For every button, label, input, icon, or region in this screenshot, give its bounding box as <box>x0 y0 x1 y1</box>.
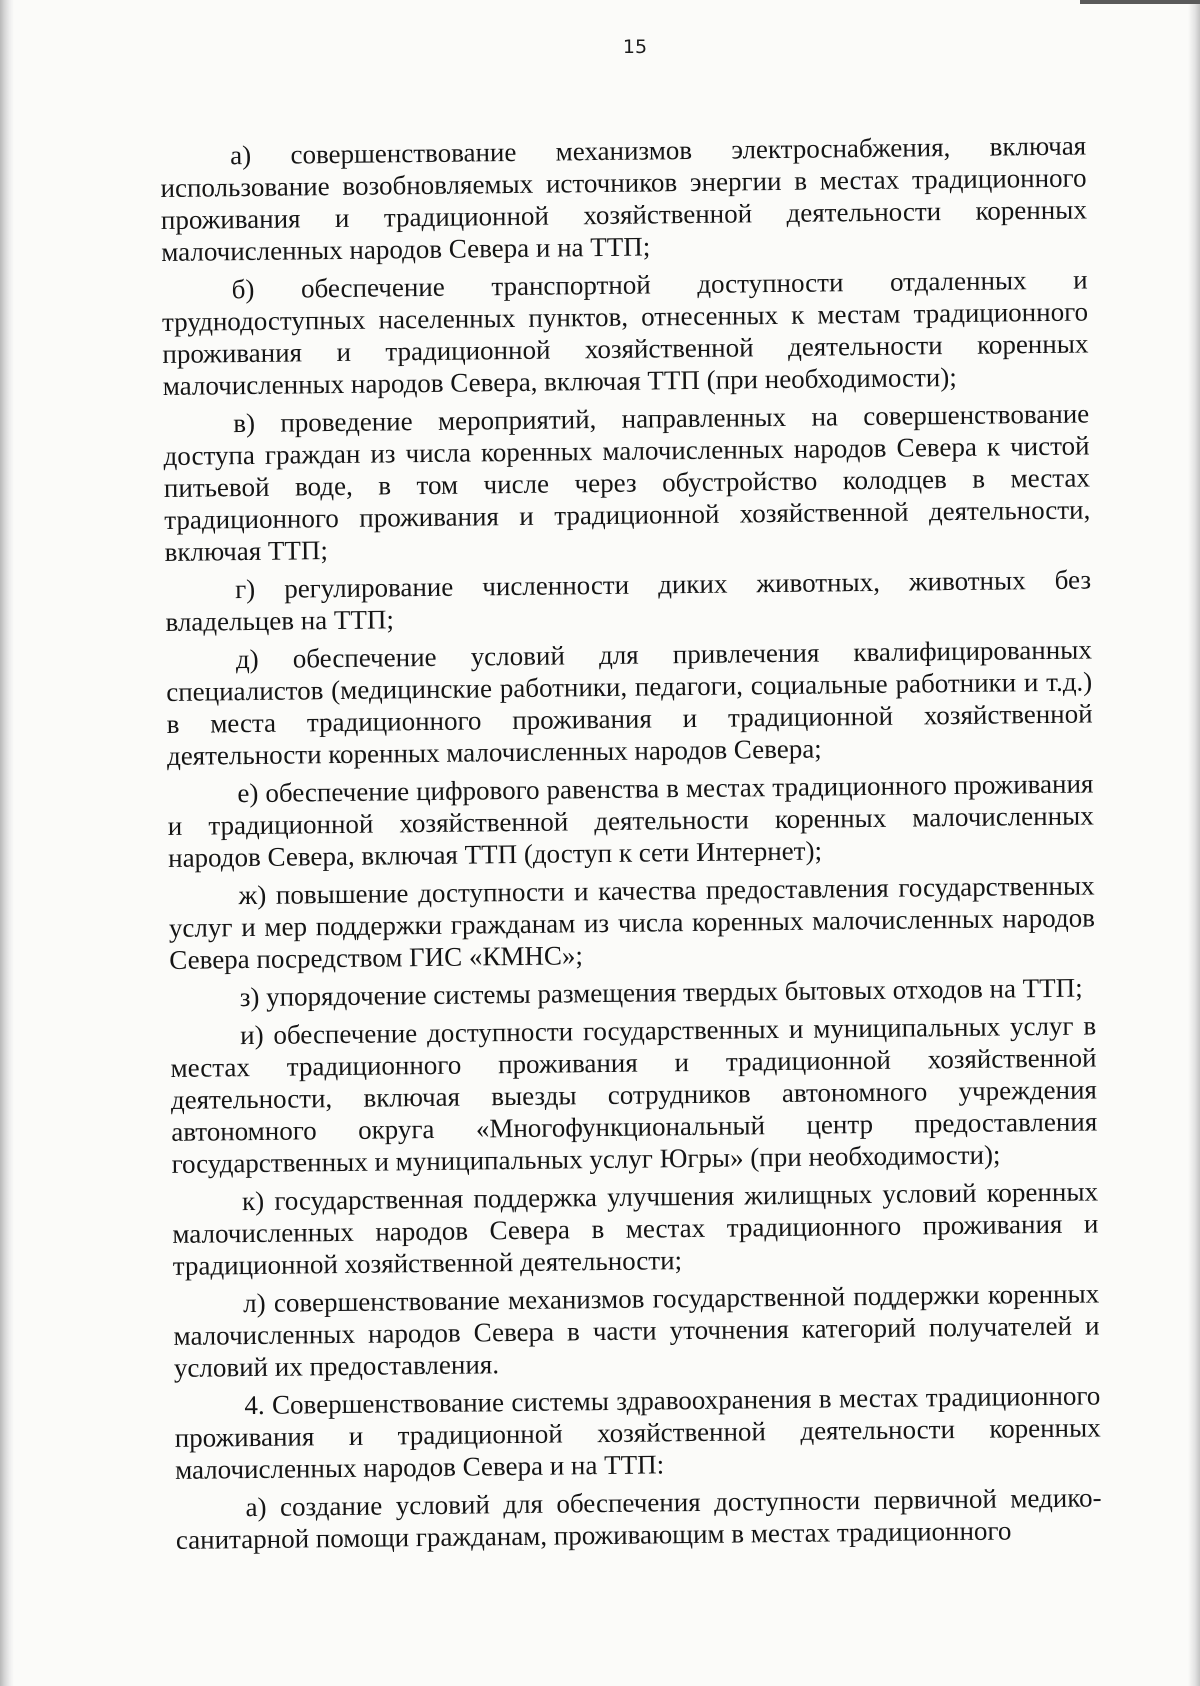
paragraph-e-digital-equality: е) обеспечение цифрового равенства в местах традиционного проживания и традиционной хозяйственной деятельности коренных малочисленных народов Севера, включая ТТП (доступ к сети Интернет); <box>167 768 1094 873</box>
scan-edge-top <box>1080 0 1200 4</box>
document-body <box>160 129 1102 1561</box>
paragraph-zh-state-services: ж) повышение доступности и качества предоставления государственных услуг и мер поддержки гражданам из числа коренных малочисленных народов Севера посредством ГИС «КМНС»; <box>168 870 1096 975</box>
paragraph-z-waste: з) упорядочение системы размещения твердых бытовых отходов на ТТП; <box>239 972 1083 1013</box>
paragraph-a-primary-care: а) создание условий для обеспечения доступности первичной медико-санитарной помощи гражданам, проживающим в местах традиционного <box>175 1482 1102 1555</box>
paragraph-a-power-supply: а) совершенствование механизмов электроснабжения, включая использование возобновляемых источников энергии в местах традиционного проживания и традиционной хозяйственной деятельности коренных малочисленных народов Севера и на ТТП; <box>160 130 1088 267</box>
paragraph-b-transport: б) обеспечение транспортной доступности отдаленных и труднодоступных населенных пунктов, отнесенных к местам традиционного проживания и традиционной хозяйственной деятельности коренных малочисленных народов Севера, включая ТТП (при необходимости); <box>161 264 1089 401</box>
scan-edge-right <box>1188 0 1200 1686</box>
paragraph-d-specialists: д) обеспечение условий для привлечения квалифицированных специалистов (медицинские работники, педагоги, социальные работники и т.д.) в места традиционного проживания и традиционной хозяйственной деятельности коренных малочисленных народов Севера; <box>166 634 1093 771</box>
page-number: 15 <box>622 36 648 58</box>
paragraph-i-municipal-services: и) обеспечение доступности государственных и муниципальных услуг в местах традиционного проживания и традиционной хозяйственной деятельности, включая выезды сотрудников автономного учреждения автономного округа «Многофункциональный центр предоставления государственных и муниципальных услуг Югры» (при необходимости); <box>170 1010 1098 1179</box>
section-4-healthcare: 4. Совершенствование системы здравоохранения в местах традиционного проживания и традиционной хозяйственной деятельности коренных малочисленных народов Севера и на ТТП: <box>174 1380 1101 1485</box>
paragraph-k-housing: к) государственная поддержка улучшения жилищных условий коренных малочисленных народов Севера в местах традиционного проживания и традиционной хозяйственной деятельности; <box>172 1176 1099 1281</box>
scan-edge-left <box>0 0 14 1686</box>
paragraph-g-wild-animals: г) регулирование численности диких животных, животных без владельцев на ТТП; <box>165 564 1092 637</box>
paragraph-l-support-mechanisms: л) совершенствование механизмов государственной поддержки коренных малочисленных народов Севера в части уточнения категорий получателей и условий их предоставления. <box>173 1278 1100 1383</box>
paragraph-v-drinking-water: в) проведение мероприятий, направленных на совершенствование доступа граждан из числа коренных малочисленных народов Севера к чистой питьевой воде, в том числе через обустройство колодцев в местах традиционного проживания и традиционной хозяйственной деятельности, включая ТТП; <box>163 398 1091 567</box>
